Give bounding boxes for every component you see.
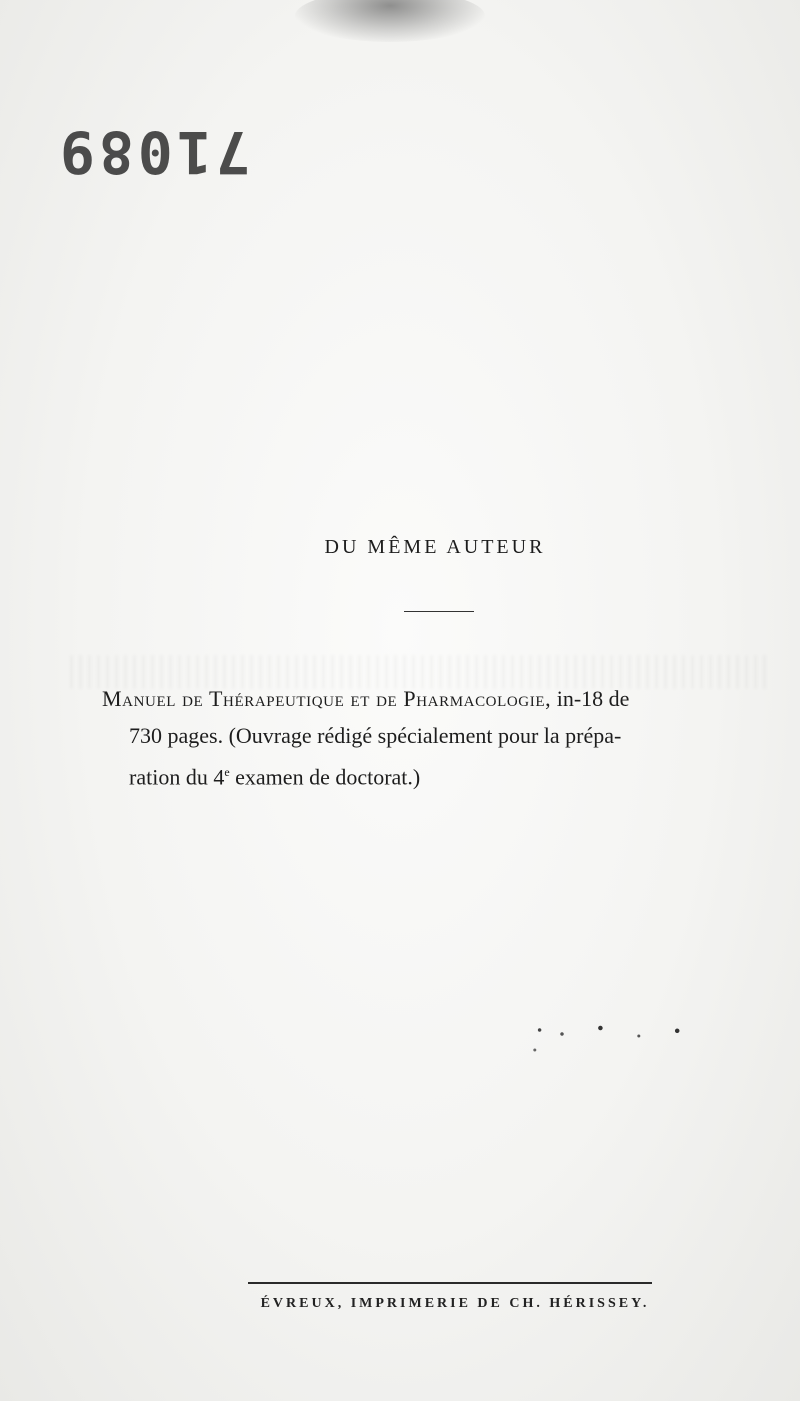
- entry-line-3-end: examen de doctorat.): [229, 764, 421, 790]
- ink-specks: [530, 1022, 690, 1062]
- entry-format: in-18 de: [551, 686, 630, 711]
- entry-title: Manuel de Thérapeutique et de Pharmacologie,: [102, 686, 552, 711]
- heading-divider: [404, 611, 474, 612]
- entry-line-2: 730 pages. (Ouvrage rédigé spécialement pour la prépa-: [129, 723, 622, 748]
- shelfmark-stamp: 71089: [56, 118, 251, 186]
- section-heading: DU MÊME AUTEUR: [324, 536, 546, 558]
- printer-imprint: ÉVREUX, IMPRIMERIE DE CH. HÉRISSEY.: [260, 1296, 650, 1311]
- ordinal-superscript: e: [224, 765, 230, 779]
- entry-line-3-start: ration du 4: [129, 764, 225, 790]
- ink-smudge: [295, 0, 485, 42]
- entry-line-1: [102, 680, 782, 717]
- bibliography-entry: [102, 680, 782, 795]
- entry-line-3: [102, 754, 782, 795]
- footer-rule: [248, 1282, 652, 1284]
